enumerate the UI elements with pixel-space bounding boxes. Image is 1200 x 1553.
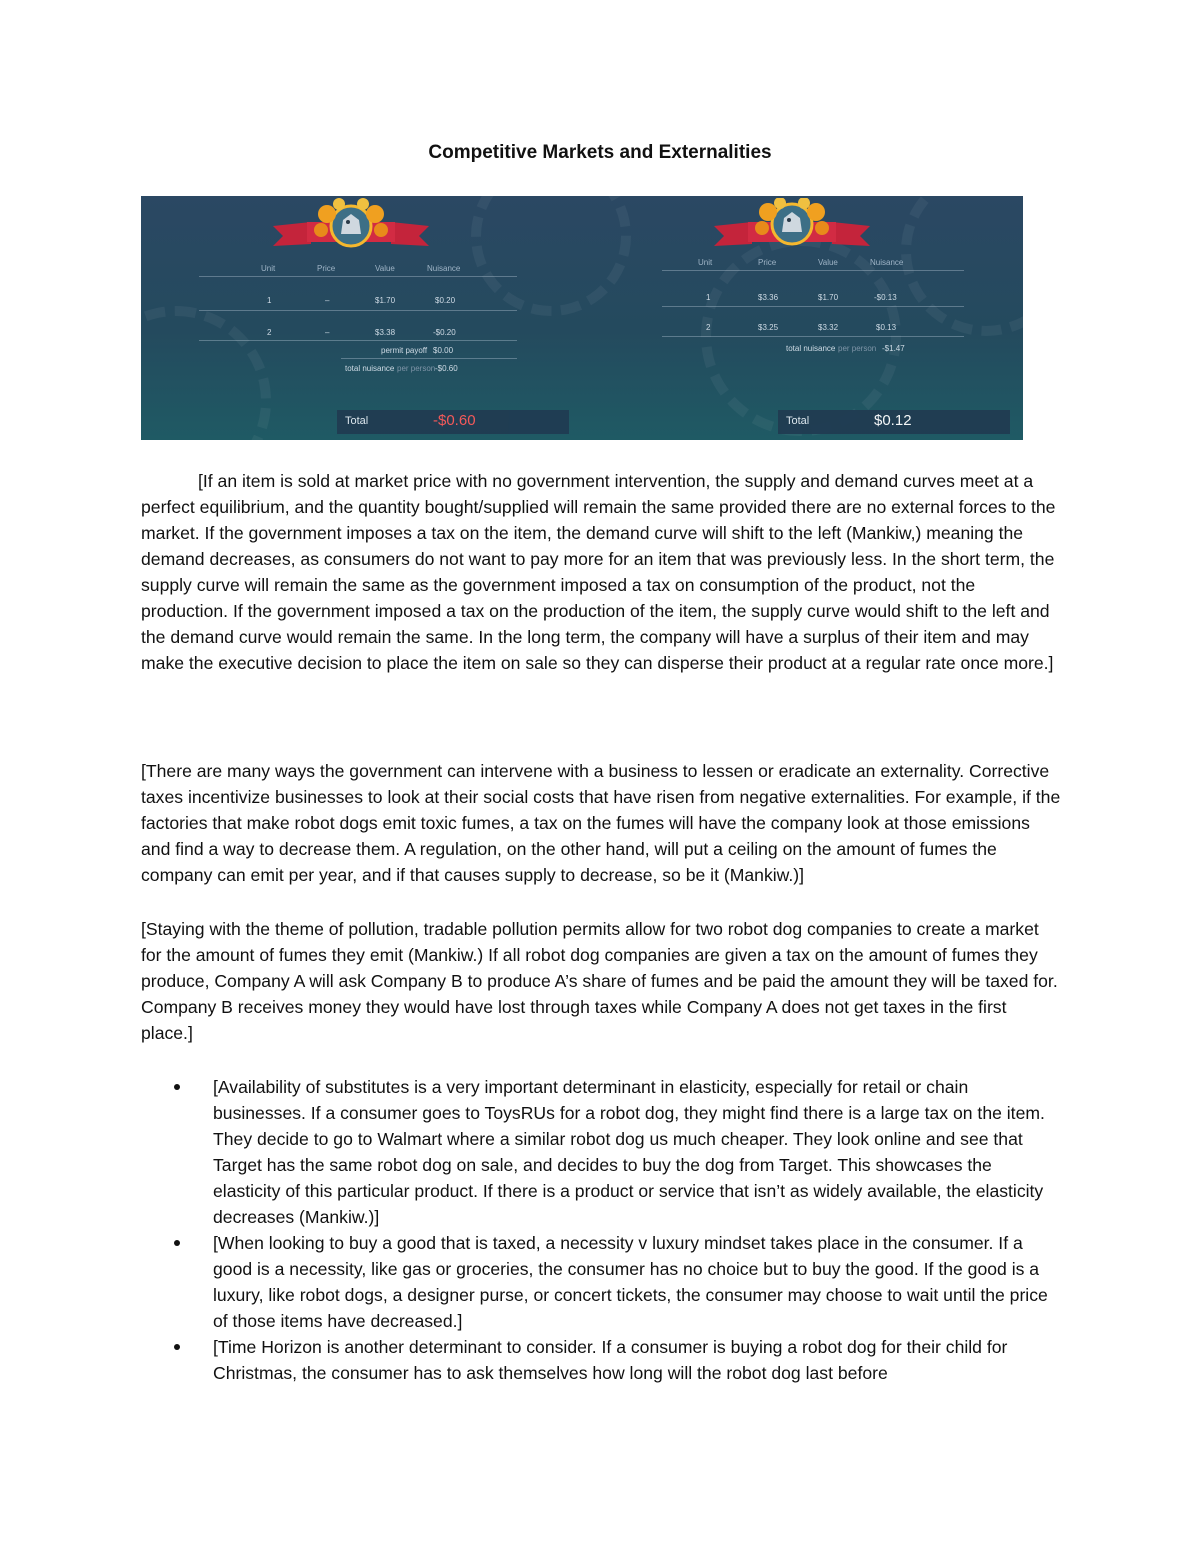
list-item	[141, 1074, 1061, 1230]
table-row-2-nuisance: -$0.20	[433, 328, 456, 337]
document-title: Competitive Markets and Externalities	[428, 142, 772, 163]
table-row-1-value: $1.70	[375, 296, 396, 305]
list-item	[141, 1230, 1061, 1334]
nuisance-table-right	[582, 196, 1023, 440]
table-row-1-value: $1.70	[818, 293, 839, 302]
total-label: Total	[345, 415, 369, 427]
total-label: Total	[786, 415, 810, 427]
col-header-price: Price	[758, 258, 777, 267]
total-nuisance-suffix: per person	[397, 364, 436, 373]
table-row-1-unit: 1	[706, 293, 711, 302]
total-bar-left	[337, 410, 569, 434]
nuisance-table-left	[141, 196, 582, 440]
list-item-text: [Availability of substitutes is a very important determinant in elasticity, especially for retail or chain businesses. If a consumer goes to ToysRUs for a robot dog, they might find there is a large tax on the item. They decide to go to Walmart where a similar robot dog us much cheaper. They look online and see that Target has the same robot dog on sale, and decides to buy the dog from Target. This showcases the elasticity of this particular product. If there is a product or service that isn’t as widely available, the elasticity decreases (Mankiw.)]	[213, 1077, 1045, 1227]
col-header-unit: Unit	[261, 264, 276, 273]
table-row-1-price: –	[325, 296, 330, 305]
paragraph-government-intervention: [There are many ways the government can intervene with a business to lessen or eradicate an externality. Corrective taxes incentivize businesses to look at their social costs that have risen from negative externalities. For example, if the factories that make robot dogs emit toxic fumes, a tax on the fumes will have the company look at those emissions and find a way to decrease them. A regulation, on the other hand, will put a ceiling on the amount of fumes the company can emit per year, and if that causes supply to decrease, so be it (Mankiw.)]	[141, 761, 1061, 885]
table-row-1-nuisance: $0.20	[435, 296, 456, 305]
total-value: $0.12	[874, 412, 912, 429]
col-header-value: Value	[375, 264, 395, 273]
table-row-2-price: $3.25	[758, 323, 779, 332]
elasticity-determinants-list	[141, 1074, 1061, 1386]
total-nuisance-label: total nuisance	[786, 344, 836, 353]
col-header-value: Value	[818, 258, 838, 267]
table-row-1-unit: 1	[267, 296, 272, 305]
bullet-icon	[174, 1084, 180, 1090]
table-row-2-unit: 2	[706, 323, 711, 332]
list-item-text: [When looking to buy a good that is taxed, a necessity v luxury mindset takes place in the consumer. If a good is a necessity, like gas or groceries, the consumer has no choice but to buy the good. If the good is a luxury, like robot dogs, a designer purse, or concert tickets, the consumer may choose to wait until the price of those items have decreased.]	[213, 1233, 1048, 1331]
total-nuisance-label: total nuisance	[345, 364, 395, 373]
permit-payoff-value: $0.00	[433, 346, 454, 355]
permit-payoff-label: permit payoff	[381, 346, 428, 355]
total-bar-right	[778, 410, 1010, 434]
list-item-text: [Time Horizon is another determinant to consider. If a consumer is buying a robot dog for their child for Christmas, the consumer has to ask themselves how long will the robot dog last before	[213, 1337, 1008, 1383]
paragraph-pollution-permits: [Staying with the theme of pollution, tradable pollution permits allow for two robot dog companies to create a market for the amount of fumes they emit (Mankiw.) If all robot dog companies are given a tax on the amount of fumes they produce, Company A will ask Company B to produce A’s share of fumes and be paid the amount they will be taxed for. Company B receives money they would have lost through taxes while Company A does not get taxes in the first place.]	[141, 919, 1058, 1043]
bullet-icon	[174, 1344, 180, 1350]
total-nuisance-suffix: per person	[838, 344, 877, 353]
table-row-2-unit: 2	[267, 328, 272, 337]
list-item	[141, 1334, 1061, 1386]
table-row-2-value: $3.38	[375, 328, 396, 337]
col-header-nuisance: Nuisance	[870, 258, 904, 267]
game-panel-left	[141, 196, 582, 440]
col-header-unit: Unit	[698, 258, 713, 267]
table-row-1-price: $3.36	[758, 293, 779, 302]
table-row-1-nuisance: -$0.13	[874, 293, 897, 302]
total-nuisance-value: -$0.60	[435, 364, 458, 373]
table-row-2-nuisance: $0.13	[876, 323, 897, 332]
table-row-2-value: $3.32	[818, 323, 839, 332]
bullet-icon	[174, 1240, 180, 1246]
game-panel-right	[582, 196, 1023, 440]
paragraph-market-equilibrium: [If an item is sold at market price with no government intervention, the supply and demand curves meet at a perfect equilibrium, and the quantity bought/supplied will remain the same provided there are no external forces to the market. If the government imposes a tax on the item, the demand curve will shift to the left (Mankiw,) meaning the demand decreases, as consumers do not want to pay more for an item that was previously less. In the short term, the supply curve will remain the same as the government imposed a tax on consumption of the product, not the production. If the government imposed a tax on the production of the item, the supply curve would shift to the left and the demand curve would remain the same. In the long term, the company will have a surplus of their item and may make the executive decision to place the item on sale so they can disperse their product at a regular rate once more.]	[141, 471, 1056, 673]
total-value: -$0.60	[433, 412, 476, 429]
col-header-nuisance: Nuisance	[427, 264, 461, 273]
game-screenshot	[141, 196, 1023, 440]
col-header-price: Price	[317, 264, 336, 273]
table-row-2-price: –	[325, 328, 330, 337]
total-nuisance-value: -$1.47	[882, 344, 905, 353]
